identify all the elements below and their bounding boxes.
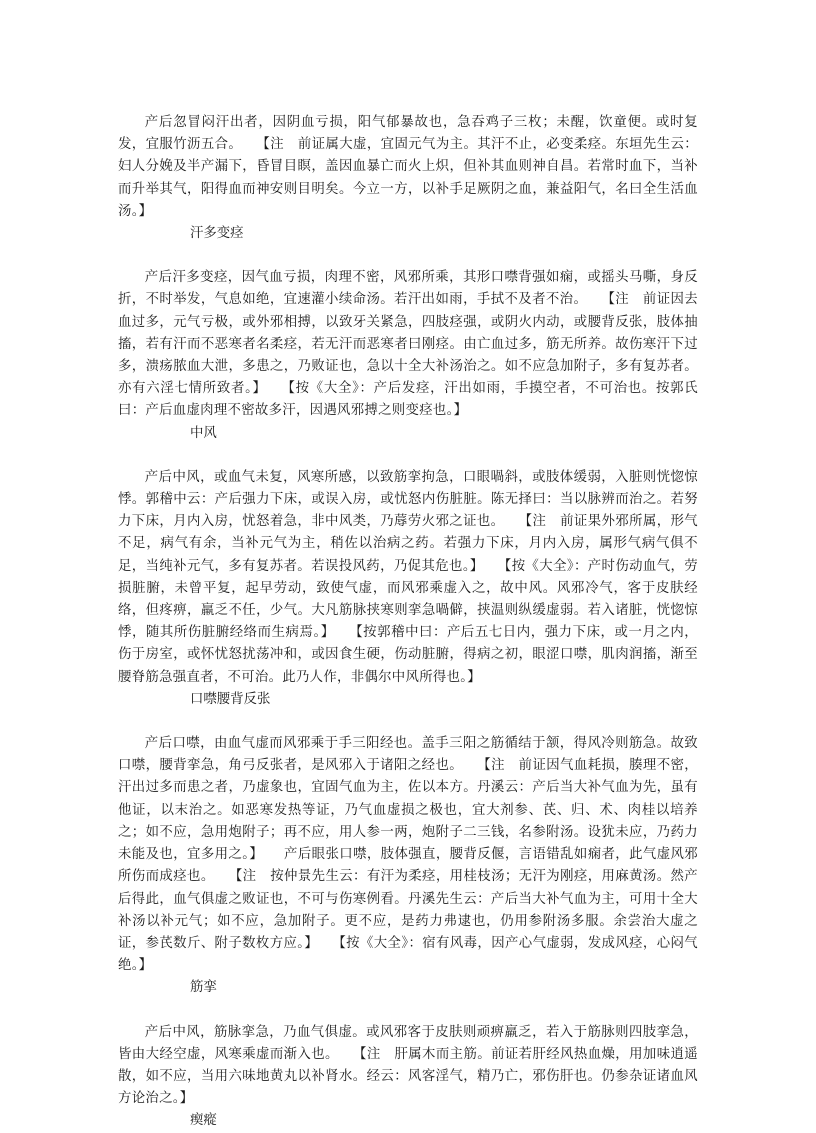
document-page <box>118 112 698 1133</box>
heading-stroke: 中风 <box>190 425 217 441</box>
heading-tendon-spasm: 筋挛 <box>190 980 217 996</box>
heading-sweat-convulsion: 汗多变痉 <box>190 226 244 242</box>
heading-lockjaw: 口噤腰背反张 <box>190 691 271 707</box>
heading-clonic-spasm: 瘈瘲 <box>190 1113 217 1129</box>
paragraph-intro: 产后忽冒闷汗出者，因阴血亏损，阳气郁暴故也，急吞鸡子三枚；未醒，饮童便。或时复发，宜服竹沥五合。 【注 前证属大虚，宜固元气为主。其汗不止，必变柔痉。东垣先生云：妇人分娩及半产漏下，昏冒目瞑，盖因血暴亡而火上炽，但补其血则神自昌。若常时血下，当补而升举其气，阳得血而神安则目明矣。今立一方，以补手足厥阴之血，兼益阳气，名曰全生活血汤。】 <box>118 115 698 219</box>
paragraph-sweat-convulsion: 产后汗多变痉，因气血亏损，肉理不密，风邪所乘，其形口噤背强如痫，或摇头马嘶，身反折，不时举发，气息如绝，宜速灌小续命汤。若汗出如雨，手拭不及者不治。 【注 前证因去血过多，元气亏极，或外邪相搏，以致牙关紧急，四肢痉强，或阴火内动，或腰背反张，肢体抽搐，若有汗而不恶寒者名柔痉，若无汗而恶寒者曰刚痉。由亡血过多，筋无所养。故伤寒汗下过多，溃疡脓血大泄，多患之，乃败证也，急以十全大补汤治之。如不应急加附子，多有复苏者。亦有六淫七情所致者。】 【按《大全》：产后发痉，汗出如雨，手摸空者，不可治也。按郭氏曰：产后血虚肉理不密故多汗，因遇风邪搏之则变痉也。】 <box>118 270 698 419</box>
paragraph-tendon-spasm: 产后中风，筋脉挛急，乃血气俱虚。或风邪客于皮肤则顽痹羸乏，若入于筋脉则四肢挛急，皆由大经空虚，风寒乘虚而渐入也。 【注 肝属木而主筋。前证若肝经风热血燥，用加味逍遥散，如不应，当用六味地黄丸以补肾水。经云：风客淫气，精乃亡，邪伤肝也。仍参杂证诸血风方论治之。】 <box>118 1024 698 1107</box>
paragraph-stroke: 产后中风，或血气未复，风寒所感，以致筋挛拘急，口眼喎斜，或肢体缓弱，入脏则恍惚惊悸。郭稽中云：产后强力下床，或误入房，或忧怒内伤脏脏。陈无择曰：当以脉辨而治之。若努力下床，月内入房，忧怒着急，非中风类，乃蓐劳火邪之证也。 【注 前证果外邪所属，形气不足，病气有余，当补元气为主，稍佐以治病之药。若强力下床，月内入房，属形气病气俱不足，当纯补元气，多有复苏者。若误投风药，乃促其危也。】 【按《大全》：产时伤动血气，劳损脏腑，未曾平复，起早劳动，致使气虚，而风邪乘虚入之，故中风。风邪冷气，客于皮肤经络，但疼痹，羸乏不任，少气。大凡筋脉挟寒则挛急喎僻，挟温则纵缓虚弱。若入诸脏，恍惚惊悸，随其所伤脏腑经络而生病焉。】 【按郭稽中曰：产后五七日内，强力下床，或一月之内，伤于房室，或怀忧怒扰荡冲和，或因食生硬，伤动脏腑，得病之初，眼涩口噤，肌肉润搐，渐至腰脊筋急强直者，不可治。此乃人作，非偶尔中风所得也。】 <box>118 469 698 685</box>
paragraph-lockjaw: 产后口噤，由血气虚而风邪乘于手三阳经也。盖手三阳之筋循结于颔，得风冷则筋急。故致口噤，腰背挛急，角弓反张者，是风邪入于诸阳之经也。 【注 前证因气血耗损，腠理不密，汗出过多而患之者，乃虚象也，宜固气血为主，佐以本方。丹溪云：产后当大补气血为先，虽有他证，以末治之。如恶寒发热等证，乃气血虚损之极也，宜大剂参、芪、归、术、肉桂以培养之；如不应，急用炮附子；再不应，用人参一两，炮附子二三钱，名参附汤。设犹未应，乃药力未能及也，宜多用之。】 产后眼张口噤，肢体强直，腰背反偃，言语错乱如痫者，此气虚风邪所伤而成痉也。 【注 按仲景先生云：有汗为柔痉，用桂枝汤；无汗为刚痉，用麻黄汤。然产后得此，血气俱虚之败证也，不可与伤寒例看。丹溪先生云：产后当大补气血为主，可用十全大补汤以补元气；如不应，急加附子。更不应，是药力弗逮也，仍用参附汤多服。余尝治大虚之证，参芪数斤、附子数枚方应。】 【按《大全》：宿有风毒，因产心气虚弱，发成风痉，心闷气绝。】 <box>118 736 698 974</box>
